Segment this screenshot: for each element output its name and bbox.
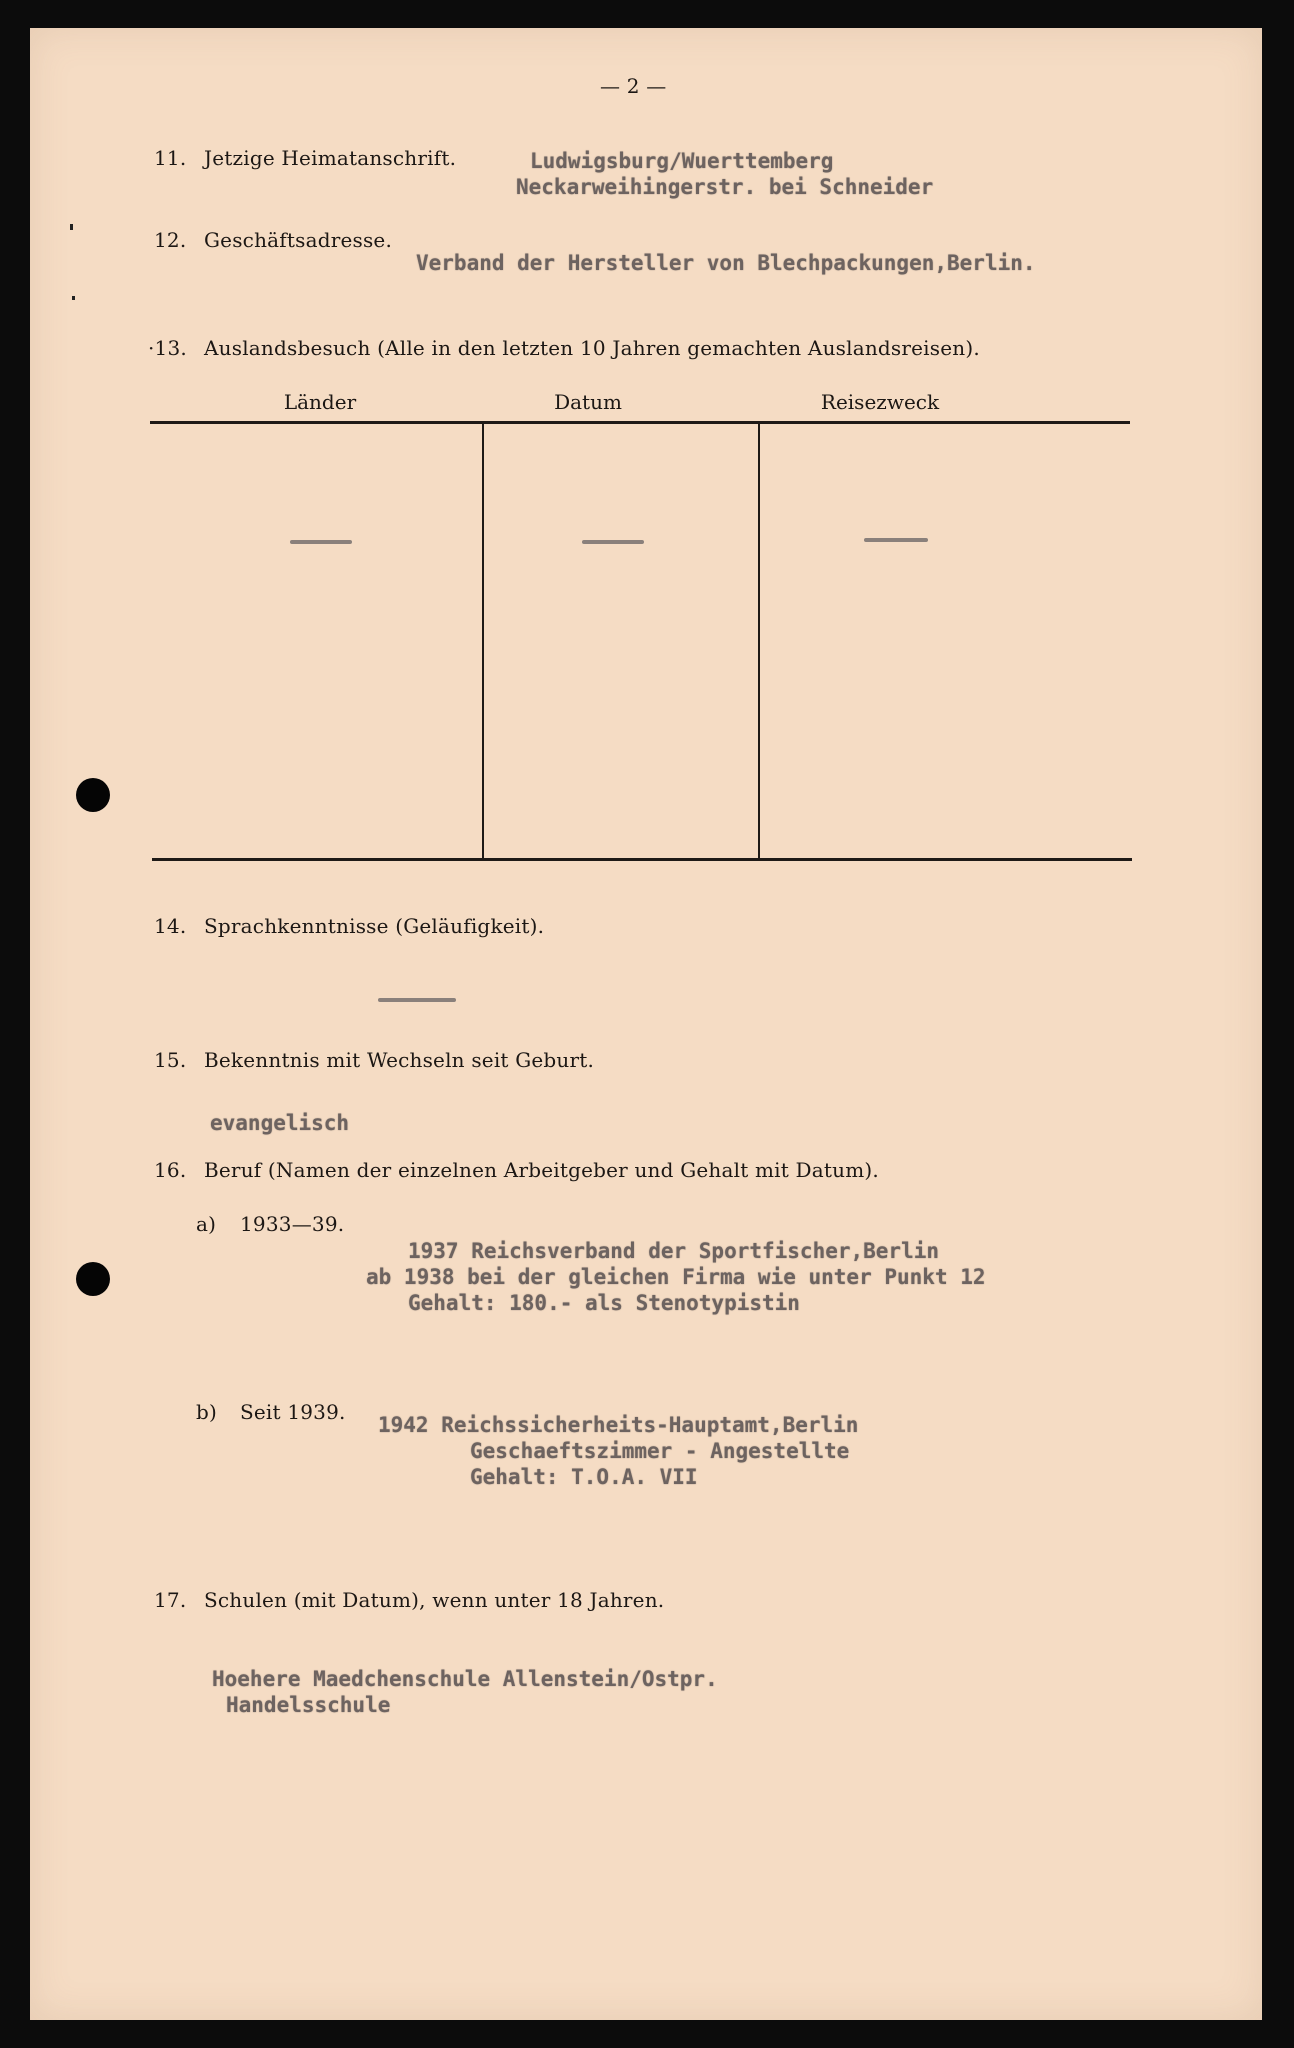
item-16-label: Beruf (Namen der einzelnen Arbeitgeber und Gehalt mit Datum). — [204, 1158, 879, 1182]
item-12-number: 12. — [154, 228, 187, 252]
item-17 — [154, 1588, 664, 1612]
item-14-number: 14. — [154, 914, 187, 938]
item-13 — [148, 336, 980, 360]
item-16a-period: 1933—39. — [240, 1212, 345, 1236]
item-15-label: Bekenntnis mit Wechseln seit Geburt. — [204, 1048, 595, 1072]
item-16b-label: b) — [196, 1400, 218, 1424]
item-17-number: 17. — [154, 1588, 187, 1612]
item-15-number: 15. — [154, 1048, 187, 1072]
item-16a-line-3: Gehalt: 180.- als Stenotypistin — [408, 1291, 800, 1315]
item-16a-line-2: ab 1938 bei der gleichen Firma wie unter Punkt 12 — [366, 1265, 986, 1289]
punch-hole-upper — [76, 778, 110, 812]
table-bottom-rule — [152, 858, 1132, 861]
table-column-divider-1 — [482, 423, 484, 858]
item-17-answer-line-2: Handelsschule — [226, 1693, 391, 1717]
table-cell-datum-dash — [582, 540, 644, 544]
item-11-answer-line-1: Ludwigsburg/Wuerttemberg — [530, 149, 834, 173]
item-14-answer-dash — [378, 998, 456, 1002]
punch-hole-lower — [76, 1262, 110, 1296]
item-16 — [154, 1158, 879, 1182]
document-page — [30, 28, 1262, 2020]
item-17-label: Schulen (mit Datum), wenn unter 18 Jahren. — [204, 1588, 665, 1612]
item-16b-line-1: 1942 Reichssicherheits-Hauptamt,Berlin — [378, 1413, 859, 1437]
item-16-number: 16. — [154, 1158, 187, 1182]
table-header-datum: Datum — [554, 390, 622, 414]
item-12 — [154, 228, 392, 252]
margin-speck — [72, 296, 75, 300]
item-14-label: Sprachkenntnisse (Geläufigkeit). — [204, 914, 545, 938]
page-number: — 2 — — [600, 74, 667, 98]
item-13-number: ·13. — [148, 336, 187, 360]
table-cell-laender-dash — [290, 540, 352, 544]
item-14 — [154, 914, 544, 938]
item-16b-line-2: Geschaeftszimmer - Angestellte — [470, 1439, 850, 1463]
item-11-number: 11. — [154, 146, 187, 170]
item-11-label: Jetzige Heimatanschrift. — [204, 146, 457, 170]
table-column-divider-2 — [758, 423, 760, 858]
table-top-rule — [150, 421, 1130, 424]
item-15 — [154, 1048, 594, 1072]
item-16b-period: Seit 1939. — [240, 1400, 346, 1424]
item-16b — [196, 1400, 346, 1424]
item-16a — [196, 1212, 344, 1236]
item-15-answer: evangelisch — [210, 1111, 350, 1135]
item-11 — [154, 146, 456, 170]
item-12-answer: Verband der Hersteller von Blechpackungen,Berlin. — [416, 251, 1036, 275]
table-cell-reisezweck-dash — [864, 538, 928, 542]
item-17-answer-line-1: Hoehere Maedchenschule Allenstein/Ostpr. — [212, 1667, 718, 1691]
item-16a-label: a) — [196, 1212, 217, 1236]
item-16b-line-3: Gehalt: T.O.A. VII — [470, 1465, 698, 1489]
item-16a-line-1: 1937 Reichsverband der Sportfischer,Berlin — [408, 1239, 940, 1263]
item-12-label: Geschäftsadresse. — [204, 228, 393, 252]
item-13-label: Auslandsbesuch (Alle in den letzten 10 Jahren gemachten Auslandsreisen). — [204, 336, 980, 360]
margin-speck — [70, 224, 73, 230]
item-11-answer-line-2: Neckarweihingerstr. bei Schneider — [516, 175, 934, 199]
table-header-laender: Länder — [283, 390, 357, 414]
table-header-reisezweck: Reisezweck — [820, 390, 940, 414]
